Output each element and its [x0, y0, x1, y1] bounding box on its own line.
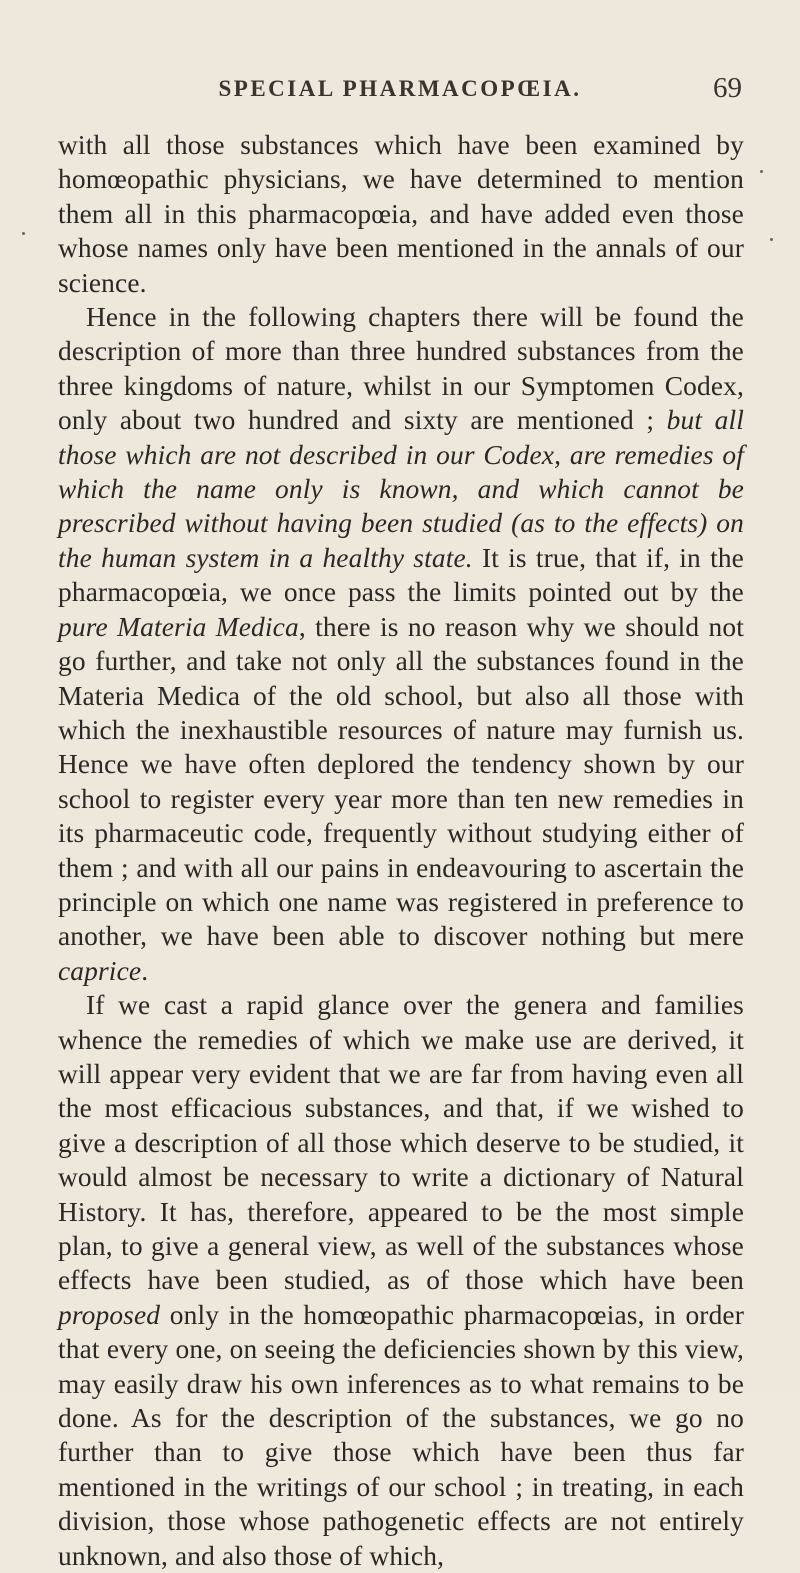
margin-speck [760, 170, 763, 173]
paragraph-3 [58, 988, 744, 1573]
text-run: Hence in the following chapters there will be found the description of more than three hundred substances from the three kingdoms of nature, whilst in our Symptomen Codex, only about two hundred and sixty are mentioned ; [58, 302, 744, 436]
running-title: SPECIAL PHARMACOPŒIA. [218, 76, 582, 101]
text-run: only in the homœopathic pharmacopœias, in order that every one, on seeing the deficiencies shown by this view, may easily draw his own inferences as to what remains to be done. As for the description of the substances, we go no further than to give those which have been thus far mentioned in the writings of our school ; in treating, in each division, those whose pathogenetic effects are not entirely unknown, and also those of which, [58, 1299, 744, 1571]
paragraph-2 [58, 300, 744, 988]
italic-text-run: pure Materia Medica [58, 611, 299, 642]
text-run: If we cast a rapid glance over the genera and families whence the remedies of which we make use are derived, it will appear very evident that we are far from having even all the most efficacious substances, and that, if we wished to give a description of all those which deserve to be studied, it would almost be necessary to write a dictionary of Natural History. It has, therefore, appeared to be the most simple plan, to give a general view, as well of the substances whose effects have been studied, as of those which have been [58, 990, 744, 1296]
page-number: 69 [713, 72, 742, 104]
italic-text-run: proposed [58, 1299, 161, 1330]
text-run: with all those substances which have been examined by homœopathic physicians, we have determined to mention them all in this pharmacopœia, and have added even those whose names only have been mentioned in the annals of our science. [58, 130, 744, 298]
italic-text-run: but all those which are not described in our Codex, are remedies of which the name only is known, and which cannot be prescribed without having been studied (as to the effects) on the human system in a healthy state. [58, 405, 744, 573]
paragraph-1 [58, 128, 744, 300]
text-run: It is true, that if, in the pharmacopœia, we once pass the limits pointed out by the [58, 542, 744, 608]
text-run: . [141, 955, 149, 986]
body-text [58, 128, 744, 1573]
margin-speck [770, 238, 773, 241]
italic-text-run: caprice [58, 955, 142, 986]
margin-speck [22, 232, 25, 235]
text-run: , there is no reason why we should not go further, and take not only all the substances found in the Materia Medica of the old school, but also all those with which the inexhaustible resources of nature may furnish us. Hence we have often deplored the tendency shown by our school to register every year more than ten new remedies in its pharmaceutic code, frequently without studying either of them ; and with all our pains in endeavouring to ascertain the principle on which one name was registered in preference to another, we have been able to discover nothing but mere [58, 611, 744, 952]
running-head [58, 72, 742, 116]
